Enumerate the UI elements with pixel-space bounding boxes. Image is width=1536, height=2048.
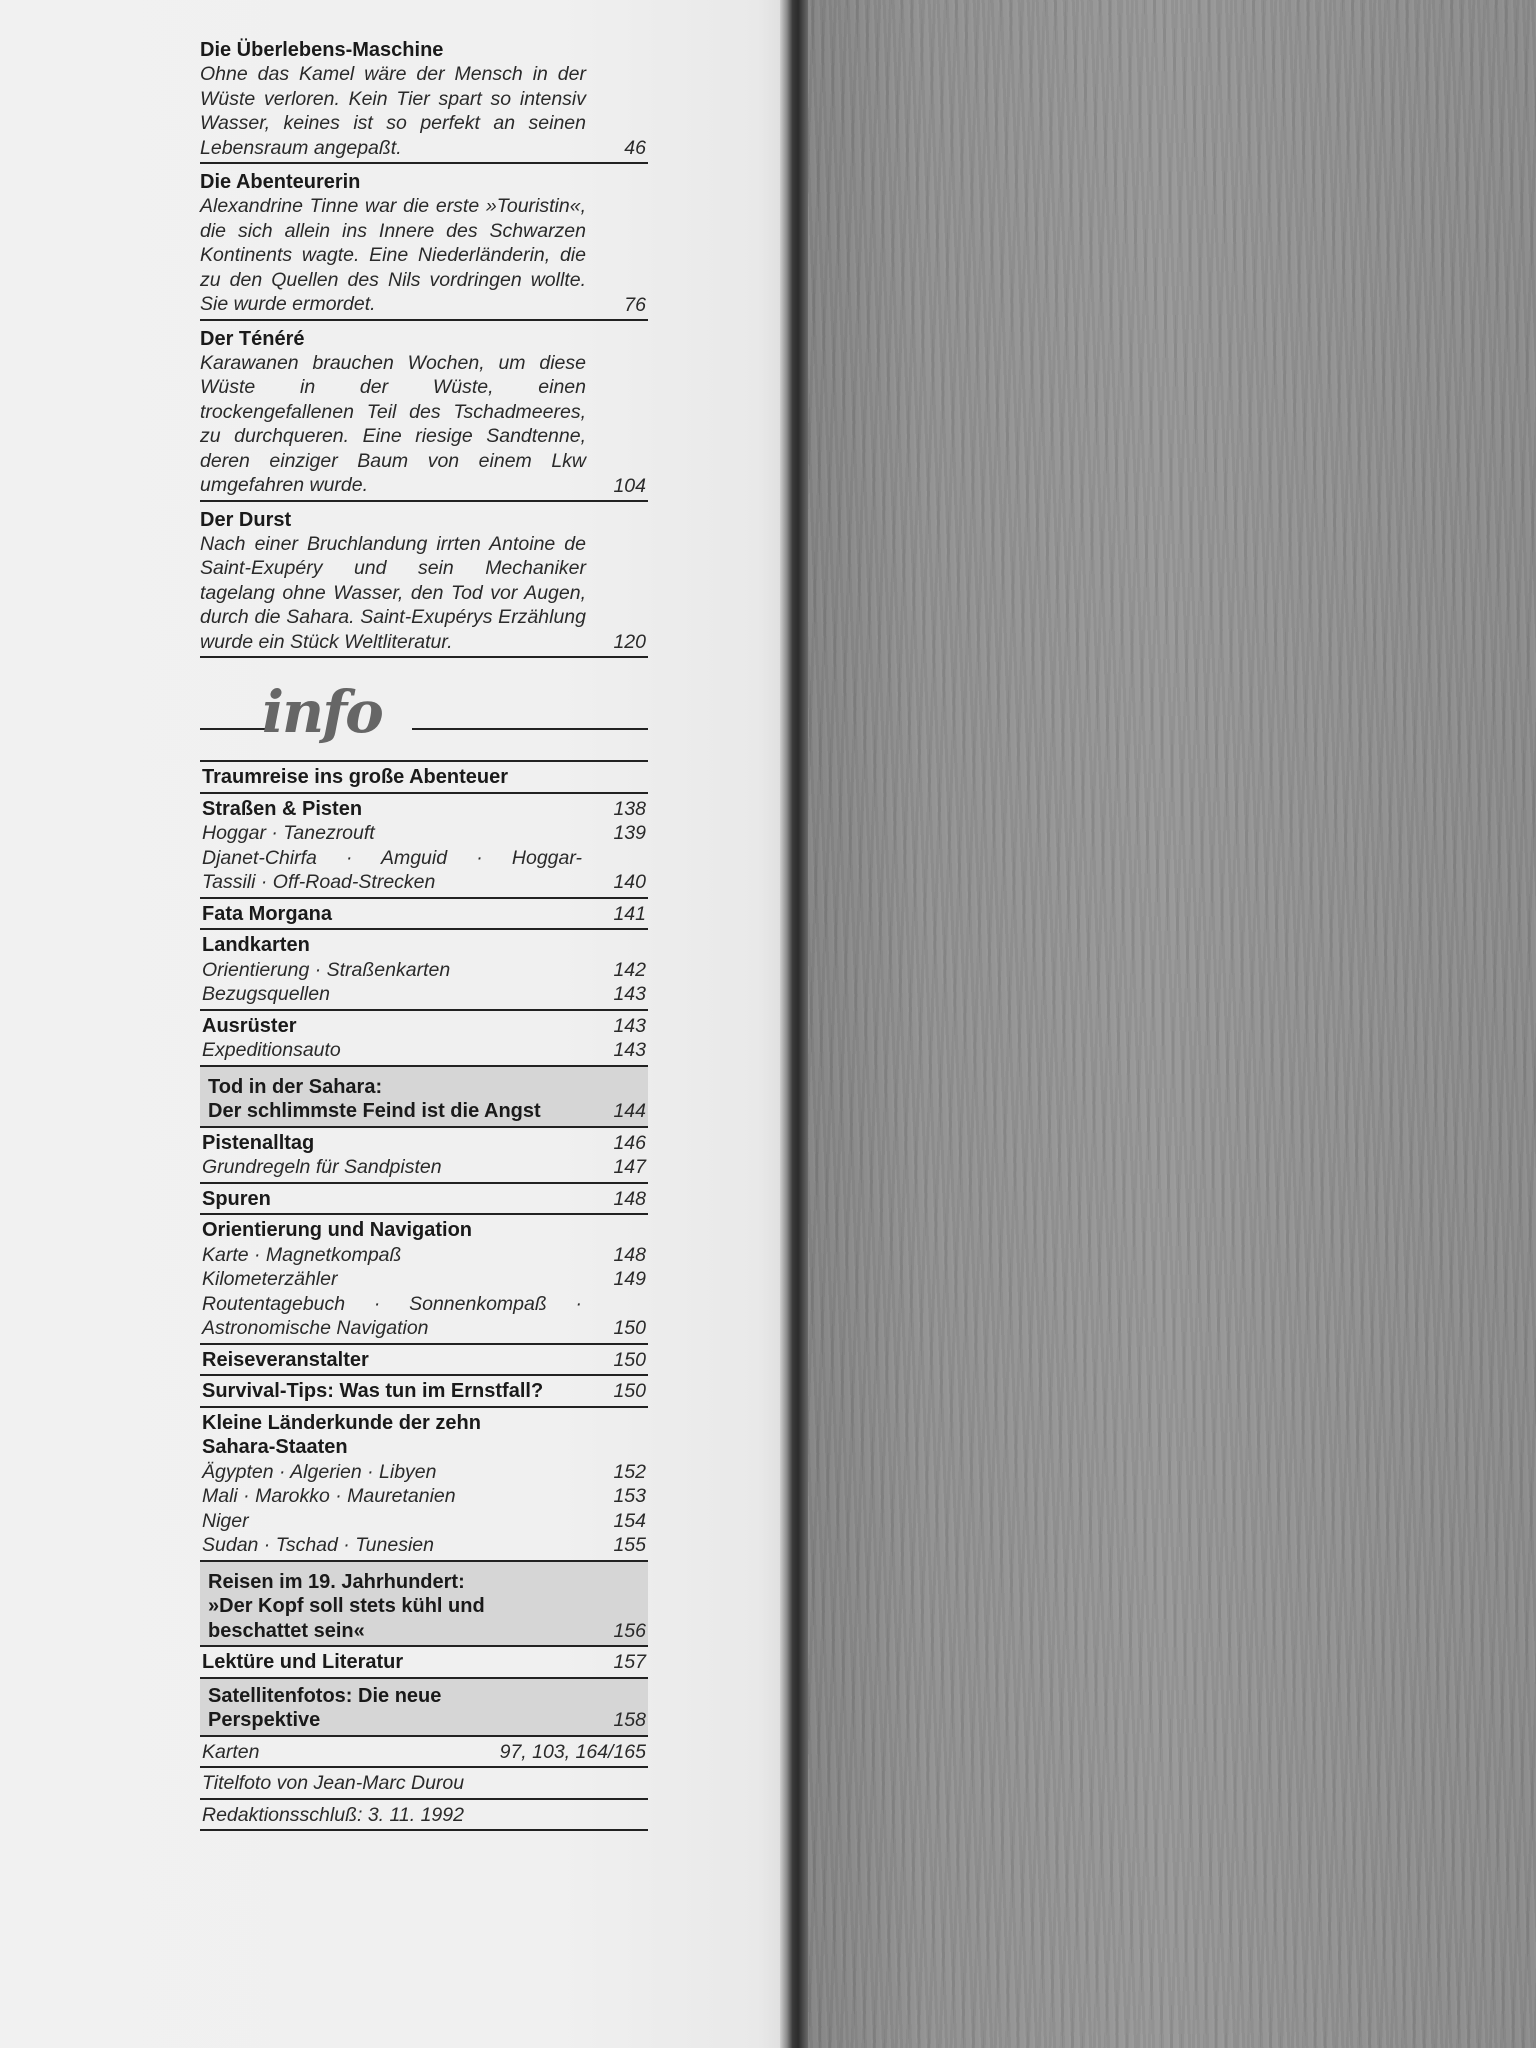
page-number: 76	[624, 293, 646, 316]
photo-credit	[200, 1768, 648, 1800]
article-title: Der Ténéré	[200, 327, 305, 350]
subentry: Orientierung · Straßenkarten	[202, 958, 451, 981]
page-number: 141	[613, 902, 646, 925]
section-title: Perspektive	[208, 1709, 321, 1731]
page-number: 97, 103, 164/165	[499, 1740, 646, 1763]
section-title: »Der Kopf soll stets kühl und	[208, 1595, 485, 1617]
section-title: Landkarten	[202, 934, 310, 956]
article-title: Die Abenteurerin	[200, 171, 361, 193]
page-number: 150	[613, 1380, 646, 1402]
toc-section[interactable]	[200, 1184, 648, 1216]
page-number: 143	[613, 1039, 646, 1061]
wooden-surface	[790, 0, 1536, 2048]
section-title: Orientierung und Navigation	[202, 1219, 473, 1241]
page-number: 143	[613, 983, 646, 1005]
subentry: Routentagebuch · Sonnenkompaß ·	[202, 1292, 582, 1315]
subentry: Niger	[202, 1509, 249, 1532]
article-entry[interactable]	[200, 508, 648, 659]
article-description: Karawanen brauchen Wochen, um diese Wüste in der Wüste, einen trockengefallenen Teil des Tschadmeeres, zu durchqueren. Eine riesige Sandtenne, deren einziger Baum von einem Lkw umgefahren wurde.	[200, 351, 586, 496]
toc-section[interactable]	[200, 899, 648, 931]
table-of-contents	[200, 38, 648, 1831]
page-number: 138	[613, 797, 646, 820]
section-title: Satellitenfotos: Die neue	[208, 1684, 442, 1707]
section-title: Fata Morgana	[202, 902, 333, 925]
toc-section-highlight[interactable]	[200, 1679, 648, 1737]
toc-section[interactable]	[200, 1647, 648, 1679]
subentry: Expeditionsauto	[202, 1039, 341, 1061]
toc-section[interactable]	[200, 794, 648, 899]
section-title: Sahara-Staaten	[202, 1436, 348, 1458]
article-title: Die Überlebens-Maschine	[200, 39, 444, 61]
divider-line	[412, 728, 648, 730]
page-number: 142	[613, 958, 646, 981]
info-logo: info	[262, 678, 382, 746]
section-title: Reiseveranstalter	[202, 1348, 369, 1371]
page-number: 147	[613, 1156, 646, 1178]
page-number: 154	[613, 1509, 646, 1532]
section-title: Tod in der Sahara:	[208, 1075, 383, 1098]
subentry: Astronomische Navigation	[202, 1317, 429, 1339]
page-number: 148	[613, 1243, 646, 1266]
page-number: 150	[613, 1317, 646, 1339]
divider-line	[200, 728, 266, 730]
section-title: Reisen im 19. Jahrhundert:	[208, 1570, 465, 1593]
editorial-deadline	[200, 1800, 648, 1832]
page-number: 148	[613, 1187, 646, 1210]
section-title: Pistenalltag	[202, 1131, 315, 1154]
toc-section[interactable]	[200, 1011, 648, 1067]
subentry: Ägypten · Algerien · Libyen	[202, 1460, 437, 1483]
article-description: Nach einer Bruchlandung irrten Antoine de Saint-Exupéry und sein Mechaniker tagelang ohne Wasser, den Tod vor Augen, durch die Sahara. Saint-Exupérys Erzählung wurde ein Stück Weltliteratur.	[200, 532, 586, 653]
toc-section[interactable]	[200, 1128, 648, 1184]
page-number: 152	[613, 1460, 646, 1483]
subentry: Kilometerzähler	[202, 1268, 338, 1290]
section-title: Survival-Tips: Was tun im Ernstfall?	[202, 1380, 544, 1402]
toc-section[interactable]	[200, 930, 648, 1011]
toc-section[interactable]	[200, 1345, 648, 1377]
section-title: Kleine Länderkunde der zehn	[202, 1411, 481, 1434]
page-number: 158	[613, 1709, 646, 1731]
section-title: Spuren	[202, 1187, 271, 1210]
page-number: 149	[613, 1268, 646, 1290]
page-number: 139	[613, 822, 646, 844]
article-description: Alexandrine Tinne war die erste »Touristin«, die sich allein ins Innere des Schwarzen Kontinents wagte. Eine Niederländerin, die zu den Quellen des Nils vordringen wollte. Sie wurde ermordet.	[200, 195, 586, 315]
toc-section[interactable]	[200, 1408, 648, 1562]
section-title: Lektüre und Literatur	[202, 1651, 404, 1673]
section-title: Ausrüster	[202, 1014, 297, 1037]
page-number: 143	[613, 1014, 646, 1037]
article-description: Ohne das Kamel wäre der Mensch in der Wüste verloren. Kein Tier spart so intensiv Wasser, keines ist so perfekt an seinen Lebensraum angepaßt.	[200, 63, 586, 159]
subentry: Mali · Marokko · Mauretanien	[202, 1485, 456, 1507]
info-heading	[200, 760, 648, 794]
subentry: Karte · Magnetkompaß	[202, 1243, 402, 1266]
page-number: 156	[613, 1619, 646, 1642]
page-number: 146	[613, 1131, 646, 1154]
page-number: 120	[613, 631, 646, 653]
section-title: Der schlimmste Feind ist die Angst	[208, 1100, 541, 1122]
toc-section[interactable]	[200, 1376, 648, 1408]
page-number: 140	[613, 871, 646, 893]
subentry: Tassili · Off-Road-Strecken	[202, 871, 436, 893]
page-edge-shadow	[780, 0, 808, 2048]
article-title: Der Durst	[200, 508, 292, 531]
article-entry[interactable]	[200, 170, 648, 321]
page-number: 104	[613, 474, 646, 497]
page-number: 150	[613, 1348, 646, 1371]
editorial-deadline-text: Redaktionsschluß: 3. 11. 1992	[202, 1803, 464, 1826]
subentry: Sudan · Tschad · Tunesien	[202, 1534, 434, 1556]
page-number: 157	[613, 1651, 646, 1673]
toc-section[interactable]	[200, 1215, 648, 1345]
subentry: Bezugsquellen	[202, 983, 330, 1005]
toc-section-highlight[interactable]	[200, 1067, 648, 1128]
maps-label: Karten	[202, 1740, 260, 1763]
section-title: Traumreise ins große Abenteuer	[202, 766, 509, 788]
subentry: Grundregeln für Sandpisten	[202, 1156, 442, 1178]
toc-section[interactable]	[200, 1737, 648, 1769]
page-number: 155	[613, 1534, 646, 1556]
subentry: Djanet-Chirfa · Amguid · Hoggar-	[202, 846, 582, 869]
page-number: 144	[613, 1100, 646, 1122]
page-number: 46	[624, 137, 646, 159]
section-title: Straßen & Pisten	[202, 797, 363, 820]
page-number: 153	[613, 1485, 646, 1507]
subentry: Hoggar · Tanezrouft	[202, 822, 375, 844]
info-divider	[200, 678, 648, 758]
toc-section-highlight[interactable]	[200, 1562, 648, 1648]
article-entry[interactable]	[200, 327, 648, 502]
section-title: beschattet sein«	[208, 1619, 365, 1642]
photo-credit-text: Titelfoto von Jean-Marc Durou	[202, 1772, 465, 1794]
article-entry[interactable]	[200, 38, 648, 164]
